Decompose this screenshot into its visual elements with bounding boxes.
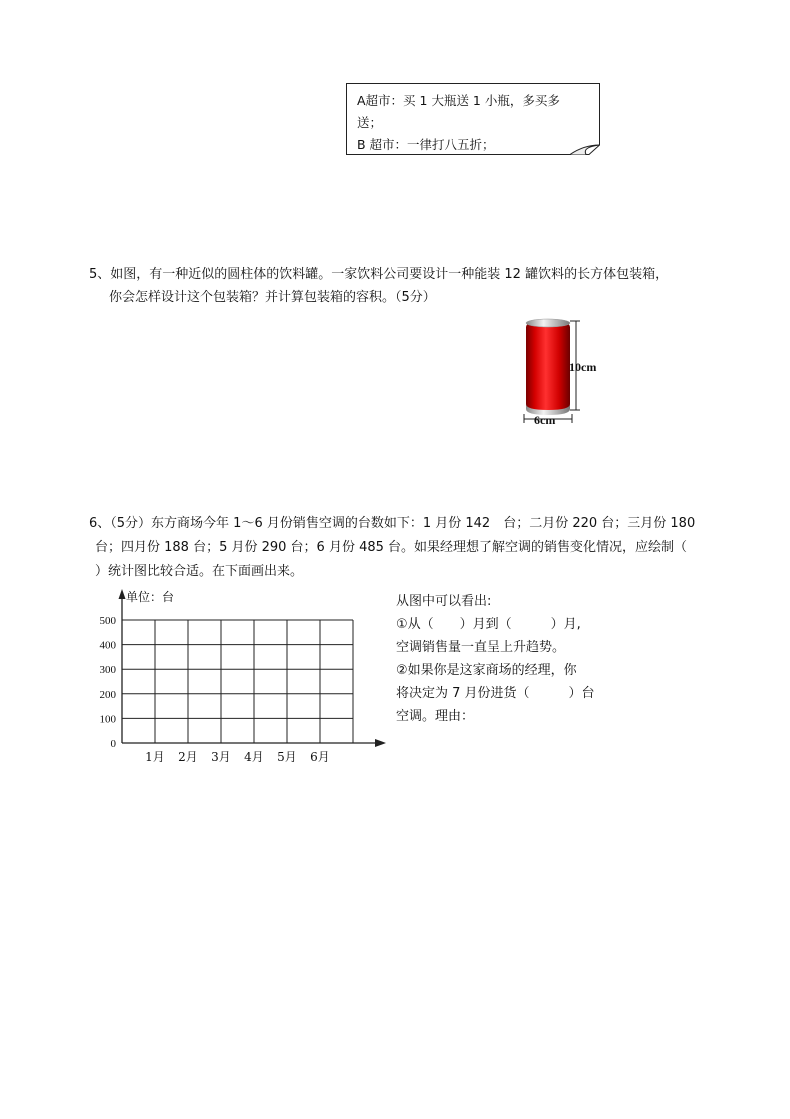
question-5-line-2: 你会怎样设计这个包装箱？并计算包装箱的容积。（5分） (109, 290, 436, 305)
note-text (357, 90, 593, 156)
x-tick-label: 4月 (244, 750, 264, 764)
y-axis-arrow-icon (119, 589, 126, 599)
question-5-line-1: 5、如图，有一种近似的圆柱体的饮料罐。一家饮料公司要设计一种能装 12 罐饮料的长方体包装箱， (89, 267, 669, 282)
y-axis-unit-label: 单位：台 (126, 590, 175, 604)
x-tick-label: 1月 (145, 750, 165, 764)
question-6-line-1: 6、（5分）东方商场今年 1～6 月份销售空调的台数如下：1 月份 142 台；二月份 220 台；三月份 180 (89, 516, 696, 531)
can-figure (515, 317, 635, 432)
x-tick-label: 3月 (211, 750, 231, 764)
answer-line-5: 将决定为 7 月份进货（ ）台 (396, 686, 595, 701)
question-6-line-3: ）统计图比较合适。在下面画出来。 (95, 564, 304, 579)
y-tick-label: 0 (110, 738, 116, 750)
y-tick-label: 200 (99, 688, 116, 701)
soda-can-icon (526, 319, 570, 415)
answer-block (396, 590, 636, 728)
answer-line-6: 空调。理由： (396, 709, 475, 724)
y-tick-label: 100 (99, 713, 116, 726)
note-line-b: B 超市：一律打八五折； (357, 137, 495, 152)
y-tick-label: 300 (99, 664, 116, 677)
answer-line-3: 空调销售量一直呈上升趋势。 (396, 640, 566, 655)
note-line-a-cont: 送； (357, 115, 383, 130)
y-tick-label: 500 (99, 615, 116, 627)
y-tick-label: 400 (99, 639, 116, 652)
answer-line-1: 从图中可以看出: (396, 594, 492, 609)
note-line-a: A超市：买 1 大瓶送 1 小瓶，多买多 (357, 93, 560, 108)
question-6-line-2: 台；四月份 188 台；5 月份 290 台；6 月份 485 台。如果经理想了解空调的销售变化情况，应绘制（ (95, 540, 688, 555)
x-tick-label: 5月 (277, 750, 297, 764)
width-label: 6cm (534, 413, 556, 427)
supermarket-note (346, 83, 600, 155)
x-axis-arrow-icon (375, 739, 386, 747)
x-tick-label: 6月 (310, 750, 330, 764)
height-label: 10cm (569, 360, 597, 374)
sales-chart (88, 586, 398, 776)
question-6 (89, 512, 719, 584)
chart-canvas (88, 586, 398, 772)
answer-line-2: ①从（ ）月到（ ）月, (396, 617, 581, 632)
answer-line-4: ②如果你是这家商场的经理，你 (396, 663, 577, 678)
x-tick-label: 2月 (178, 750, 198, 764)
